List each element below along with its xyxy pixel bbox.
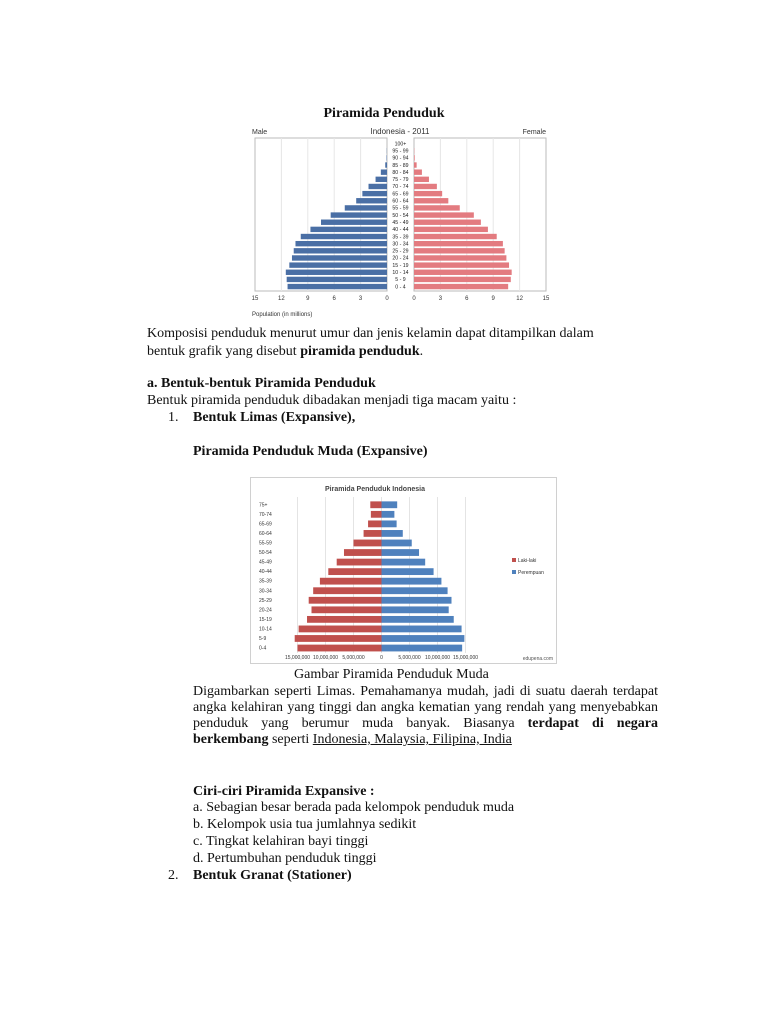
chart2-category-label: 70-74 (259, 511, 272, 518)
chart2-bar-laki-laki (295, 635, 382, 642)
chart1-bar-male (301, 234, 387, 239)
chart2-tick-label: 10,000,000 (312, 655, 339, 661)
chart2-category-label: 55-59 (259, 540, 272, 547)
chart1-category-label: 95 - 99 (392, 148, 409, 155)
chart2-category-label: 40-44 (259, 569, 272, 576)
chart2-bar-perempuan (382, 616, 454, 623)
chart2-category-label: 30-34 (259, 588, 272, 595)
chart1-category-label: 60 - 64 (392, 198, 409, 205)
chart2-category-label: 35-39 (259, 578, 272, 585)
description-paragraph (193, 684, 658, 748)
chart1-bar-female (414, 241, 503, 246)
chart2-title: Piramida Penduduk Indonesia (325, 486, 425, 493)
chart2-tick-label: 0 (380, 655, 383, 661)
chart2-bar-laki-laki (328, 568, 381, 575)
chart1-bar-male (310, 227, 387, 232)
chart1-bar-male (345, 205, 387, 210)
chart2-tick-label: 5,000,000 (398, 655, 421, 661)
chart2-category-label: 50-54 (259, 550, 272, 557)
item-1-subheading: Piramida Penduduk Muda (Expansive) (193, 444, 428, 459)
chart1-bar-male (362, 191, 387, 196)
chart1-bar-female (414, 162, 417, 167)
chart2-bar-laki-laki (344, 549, 382, 556)
chart2-category-label: 5-9 (259, 636, 267, 642)
chart1-tick-label: 3 (438, 296, 443, 302)
chart2-bar-perempuan (382, 530, 403, 537)
chart1-category-label: 10 - 14 (392, 270, 409, 276)
chart2-bar-laki-laki (320, 578, 382, 585)
chart1-category-label: 20 - 24 (392, 255, 409, 262)
chart1-bar-male (294, 248, 387, 253)
chart1-right-label: Female (522, 129, 546, 136)
item-2-label: Bentuk Granat (Stationer) (193, 868, 352, 883)
chart2-bar-laki-laki (307, 616, 381, 623)
chart2-bar-laki-laki (337, 559, 382, 566)
chart1-bar-male (321, 220, 387, 225)
chart1-bar-male (331, 212, 387, 217)
chart2-bar-perempuan (382, 578, 442, 585)
chart2-bar-laki-laki (371, 511, 382, 518)
chart1-bar-female (414, 234, 497, 239)
chart1-bar-male (292, 255, 387, 260)
chart1-tick-label: 9 (306, 296, 310, 302)
chart1-category-label: 65 - 69 (392, 191, 409, 198)
chart1-bar-female (414, 198, 448, 203)
chart2-bar-perempuan (382, 559, 426, 566)
chart1-bar-male (356, 198, 387, 203)
population-pyramid-young (250, 477, 557, 664)
chart2-tick-label: 15,000,000 (452, 655, 479, 661)
chart1-bar-female (414, 155, 415, 160)
chart1-bar-male (385, 162, 387, 167)
chart2-bar-perempuan (382, 501, 398, 508)
chart1-bar-female (414, 220, 481, 225)
chart1-tick-label: 6 (332, 296, 336, 302)
description-text: Digambarkan seperti Limas. Pemahamanya mudah, jadi di suatu daerah terdapat angka kelahiran yang tinggi dan angka kematian yang rendah yang menyebabkan penduduk yang berumur muda banyak. Biasanya (193, 684, 658, 731)
chart1-bar-male (376, 177, 387, 182)
chart1-bar-female (414, 284, 508, 289)
description-bold: terdapat di negara berkembang (193, 716, 658, 747)
chart1-title: Indonesia - 2011 (370, 127, 430, 136)
chart1-tick-label: 0 (385, 296, 389, 302)
chart1-category-label: 40 - 44 (392, 227, 409, 234)
chart2-bar-laki-laki (299, 626, 382, 633)
chart2-category-label: 25-29 (259, 597, 272, 604)
chart1-category-label: 80 - 84 (392, 169, 409, 176)
chart2-category-label: 0-4 (259, 645, 267, 652)
chart1-bar-male (287, 277, 387, 282)
intro-line-1: Komposisi penduduk menurut umur dan jenis kelamin dapat ditampilkan dalam (147, 326, 594, 341)
chart2-category-label: 15-19 (259, 616, 272, 623)
chart1-bar-female (414, 277, 511, 282)
figure-2-caption: Gambar Piramida Penduduk Muda (294, 667, 489, 682)
chart1-category-label: 30 - 34 (392, 241, 409, 248)
chart1-tick-label: 15 (251, 296, 259, 302)
chart1-bar-female (414, 262, 509, 267)
population-pyramid-indonesia-2011 (248, 126, 558, 321)
chart2-bar-perempuan (382, 511, 395, 518)
chart2-bar-laki-laki (313, 587, 381, 594)
chart1-tick-label: 9 (491, 296, 495, 302)
chart2-bar-perempuan (382, 626, 462, 633)
chart1-category-label: 15 - 19 (392, 262, 409, 269)
item-2-number: 2. (168, 868, 179, 883)
section-a-sentence: Bentuk piramida penduduk dibadakan menjadi tiga macam yaitu : (147, 393, 517, 408)
chart2-legend-label: Perempuan (518, 570, 544, 576)
chart2-bar-laki-laki (312, 606, 382, 613)
chart2-legend-label: Laki-laki (518, 558, 537, 564)
chart1-x-axis-label: Population (in millions) (252, 312, 313, 318)
chart1-category-label: 45 - 49 (392, 219, 409, 226)
chart2-source: edupena.com (522, 656, 553, 662)
intro-text: bentuk grafik yang disebut (147, 344, 301, 359)
chart1-category-label: 70 - 74 (392, 184, 409, 191)
chart1-bar-male (381, 169, 387, 174)
chart1-bar-female (414, 212, 474, 217)
chart2-bar-perempuan (382, 645, 463, 652)
chart1-category-label: 25 - 29 (392, 248, 409, 255)
intro-keyword: piramida penduduk (300, 344, 420, 359)
chart2-category-label: 65-69 (259, 521, 272, 528)
ciri-item-d: d. Pertumbuhan penduduk tinggi (193, 851, 377, 866)
chart1-category-label: 100+ (394, 141, 407, 148)
chart1-tick-label: 6 (465, 296, 469, 302)
chart1-category-label: 5 - 9 (395, 277, 406, 284)
chart2-legend-swatch (512, 558, 516, 562)
ciri-item-b: b. Kelompok usia tua jumlahnya sedikit (193, 817, 417, 832)
description-mid: seperti (268, 732, 313, 747)
chart2-bar-laki-laki (368, 520, 381, 527)
chart2-bar-laki-laki (364, 530, 382, 537)
chart1-category-label: 50 - 54 (392, 212, 409, 219)
chart1-bar-female (414, 227, 488, 232)
ciri-item-a: a. Sebagian besar berada pada kelompok penduduk muda (193, 800, 515, 815)
chart1-category-label: 90 - 94 (392, 155, 409, 162)
intro-line-2 (147, 344, 423, 360)
chart1-bar-female (414, 255, 506, 260)
chart1-bar-male (288, 284, 387, 289)
item-1-label: Bentuk Limas (Expansive), (193, 410, 356, 425)
chart2-bar-laki-laki (354, 540, 382, 547)
chart2-tick-label: 15,000,000 (284, 655, 311, 661)
section-a-heading: a. Bentuk-bentuk Piramida Penduduk (147, 376, 376, 391)
chart1-tick-label: 15 (542, 296, 550, 302)
chart2-category-label: 45-49 (259, 559, 272, 566)
chart2-category-label: 20-24 (259, 607, 272, 614)
ciri-item-c: c. Tingkat kelahiran bayi tinggi (193, 834, 369, 849)
chart1-bar-male (286, 270, 387, 275)
chart2-category-label: 75+ (259, 502, 268, 509)
chart1-tick-label: 12 (278, 296, 285, 302)
chart2-category-label: 60-64 (259, 530, 272, 537)
chart1-tick-label: 0 (412, 296, 416, 302)
chart2-tick-label: 5,000,000 (342, 655, 365, 661)
page-title: Piramida Penduduk (323, 106, 445, 121)
chart1-bar-male (295, 241, 387, 246)
chart2-bar-perempuan (382, 568, 434, 575)
chart2-bar-perempuan (382, 606, 449, 613)
chart1-category-label: 55 - 59 (392, 205, 409, 212)
chart1-bar-female (414, 248, 505, 253)
chart1-left-label: Male (252, 129, 268, 136)
chart1-tick-label: 3 (358, 296, 363, 302)
chart1-bar-female (414, 191, 442, 196)
intro-period: . (419, 344, 424, 359)
chart1-category-label: 0 - 4 (395, 284, 406, 291)
chart2-bar-laki-laki (309, 597, 382, 604)
chart2-bar-laki-laki (370, 501, 381, 508)
chart1-category-label: 35 - 39 (392, 234, 409, 241)
chart1-bar-female (414, 177, 429, 182)
chart1-tick-label: 12 (516, 296, 523, 302)
ciri-heading: Ciri-ciri Piramida Expansive : (193, 784, 375, 799)
chart1-bar-female (414, 184, 437, 189)
chart2-bar-laki-laki (298, 645, 382, 652)
country-list: Indonesia, Malaysia, Filipina, India (312, 732, 512, 747)
chart1-bar-female (414, 270, 512, 275)
chart2-bar-perempuan (382, 635, 465, 642)
chart2-legend-swatch (512, 570, 516, 574)
chart1-bar-male (369, 184, 387, 189)
chart1-category-label: 75 - 79 (392, 177, 409, 184)
chart2-bar-perempuan (382, 540, 412, 547)
chart2-tick-label: 10,000,000 (424, 655, 451, 661)
chart2-bar-perempuan (382, 549, 420, 556)
item-1-number: 1. (168, 410, 179, 425)
chart1-bar-female (414, 205, 460, 210)
chart2-bar-perempuan (382, 520, 397, 527)
chart2-category-label: 10-14 (259, 626, 272, 633)
chart1-bar-female (414, 169, 422, 174)
chart1-bar-male (289, 262, 387, 267)
chart2-bar-perempuan (382, 587, 448, 594)
chart1-category-label: 85 - 89 (392, 162, 409, 169)
chart2-bar-perempuan (382, 597, 452, 604)
